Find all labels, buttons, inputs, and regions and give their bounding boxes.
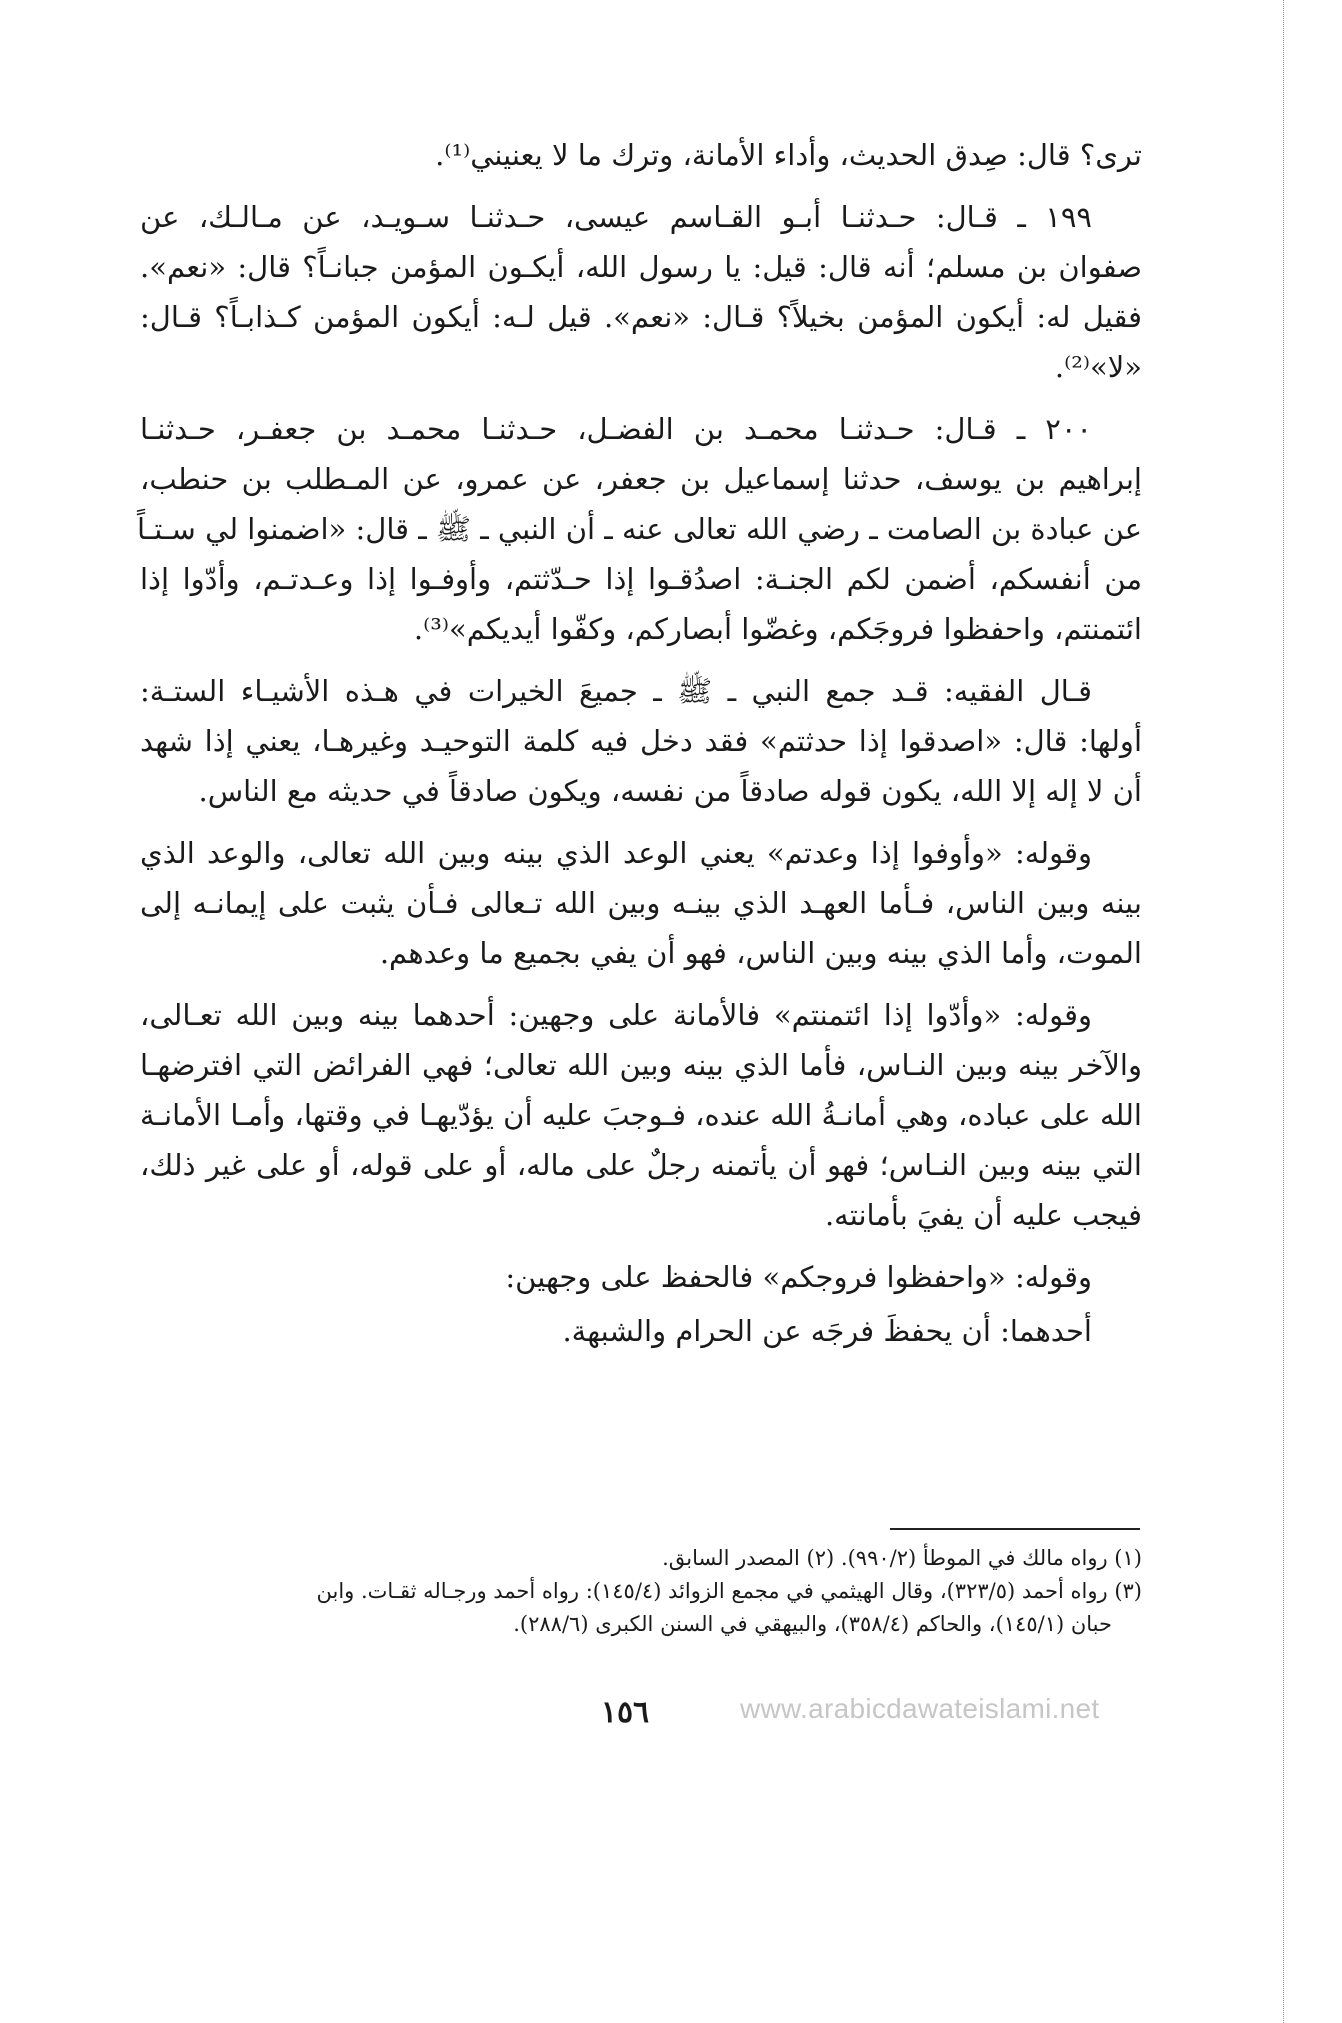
footnotes: [140, 1542, 1142, 1641]
paragraph-guard-chastity: [140, 1252, 1142, 1302]
text-line: ٢٠٠ ـ قـال: حـدثنـا محمـد بن الفضـل، حـدثنـا محمـد بن جعفـر، حـدثنـا: [140, 412, 1092, 446]
footnote-line: (٣) رواه أحمد (٣٢٣/٥)، وقال الهيثمي في مجمع الزوائد (١٤٥/٤): رواه أحمد ورجـاله ثقـات. وابن: [316, 1579, 1142, 1603]
text-line: أن لا إله إلا الله، يكون قوله صادقاً من نفسه، ويكون صادقاً في حديثه مع الناس.: [198, 774, 1142, 808]
scan-edge-rule: [1283, 0, 1284, 2023]
text-line: إبراهيم بن يوسف، حدثنا إسماعيل بن جعفر، عن عمرو، عن المـطلب بن حنطب،: [140, 462, 1142, 496]
paragraph-continuation: [140, 130, 1142, 180]
watermark: www.arabicdawateislami.net: [740, 1693, 1100, 1724]
text-line: عن عبادة بن الصامت ـ رضي الله تعالى عنه ـ أن النبي ـ ﷺ ـ قال: «اضمنوا لي سـتـاً: [136, 512, 1142, 546]
text-line: وقوله: «وأدّوا إذا ائتمنتم» فالأمانة على وجهين: أحدهما بينه وبين الله تعـالى،: [140, 998, 1092, 1032]
text-line: الموت، وأما الذي بينه وبين الناس، فهو أن يفي بجميع ما وعدهم.: [379, 936, 1142, 970]
text-line: ائتمنتم، واحفظوا فروجَكم، وغضّوا أبصاركم، وكفّوا أيديكم»⁽³⁾.: [413, 612, 1142, 646]
paragraph-faqih-commentary: [140, 666, 1142, 816]
text-line: فيجب عليه أن يفيَ بأمانته.: [824, 1198, 1142, 1232]
text-line: ترى؟ قال: صِدق الحديث، وأداء الأمانة، وترك ما لا يعنيني⁽¹⁾.: [435, 138, 1142, 172]
paragraph-hadith-199: [140, 192, 1142, 392]
text-line: «لا»⁽²⁾.: [1054, 350, 1142, 384]
text-line: أحدهما: أن يحفظَ فرجَه عن الحرام والشبهة.: [562, 1314, 1092, 1348]
paragraph-trust: [140, 990, 1142, 1240]
text-line: صفوان بن مسلم؛ أنه قال: قيل: يا رسول الله، أيكـون المؤمن جبانـاً؟ قال: «نعم».: [140, 250, 1142, 284]
text-line: أولها: قال: «اصدقوا إذا حدثتم» فقد دخل فيه كلمة التوحيـد وغيرهـا، يعني إذا شهد: [140, 724, 1142, 758]
footnote-line: (١) رواه مالك في الموطأ (٩٩٠/٢). (٢) المصدر السابق.: [662, 1546, 1142, 1570]
text-line: بينه وبين الناس، فـأما العهـد الذي بينـه وبين الله تـعالى فـأن يثبت على إيمانـه إلى: [140, 886, 1142, 920]
paragraph-hadith-200: [136, 404, 1142, 654]
text-line: قـال الفقيه: قـد جمع النبي ـ ﷺ ـ جميعَ الخيرات في هـذه الأشيـاء الستـة:: [140, 674, 1092, 708]
text-line: التي بينه وبين النـاس؛ فهو أن يأتمنه رجلٌ على ماله، أو على قوله، أو على غير ذلك،: [140, 1148, 1142, 1182]
paragraph-first-aspect: [140, 1306, 1142, 1356]
text-line: من أنفسكم، أضمن لكم الجنـة: اصدُقـوا إذا حـدّثتم، وأوفـوا إذا وعـدتـم، وأدّوا إذا: [140, 562, 1142, 596]
paragraph-fulfil-promises: [140, 828, 1142, 978]
footnote-separator: [890, 1528, 1140, 1530]
main-text: [136, 130, 1142, 1368]
text-line: فقيل له: أيكون المؤمن بخيلاً؟ قـال: «نعم». قيل لـه: أيكون المؤمن كـذابـاً؟ قـال:: [140, 300, 1142, 334]
text-line: ١٩٩ ـ قـال: حـدثنـا أبـو القـاسم عيسى، حـدثنـا سـويـد، عن مـالـك، عن: [140, 200, 1092, 234]
text-line: وقوله: «واحفظوا فروجكم» فالحفظ على وجهين:: [505, 1260, 1092, 1294]
page-number: ١٥٦: [600, 1695, 650, 1730]
footnote-line: حبان (١٤٥/١)، والحاكم (٣٥٨/٤)، والبيهقي في السنن الكبرى (٢٨٨/٦).: [513, 1612, 1112, 1636]
text-line: الله على عباده، وهي أمانـةُ الله عنده، فـوجبَ عليه أن يؤدّيهـا في وقتها، وأمـا الأمانـة: [140, 1098, 1142, 1132]
text-line: وقوله: «وأوفوا إذا وعدتم» يعني الوعد الذي بينه وبين الله تعالى، والوعد الذي: [140, 836, 1092, 870]
text-line: والآخر بينه وبين النـاس، فأما الذي بينه وبين الله تعالى؛ فهي الفرائض التي افترضهـا: [140, 1048, 1142, 1082]
